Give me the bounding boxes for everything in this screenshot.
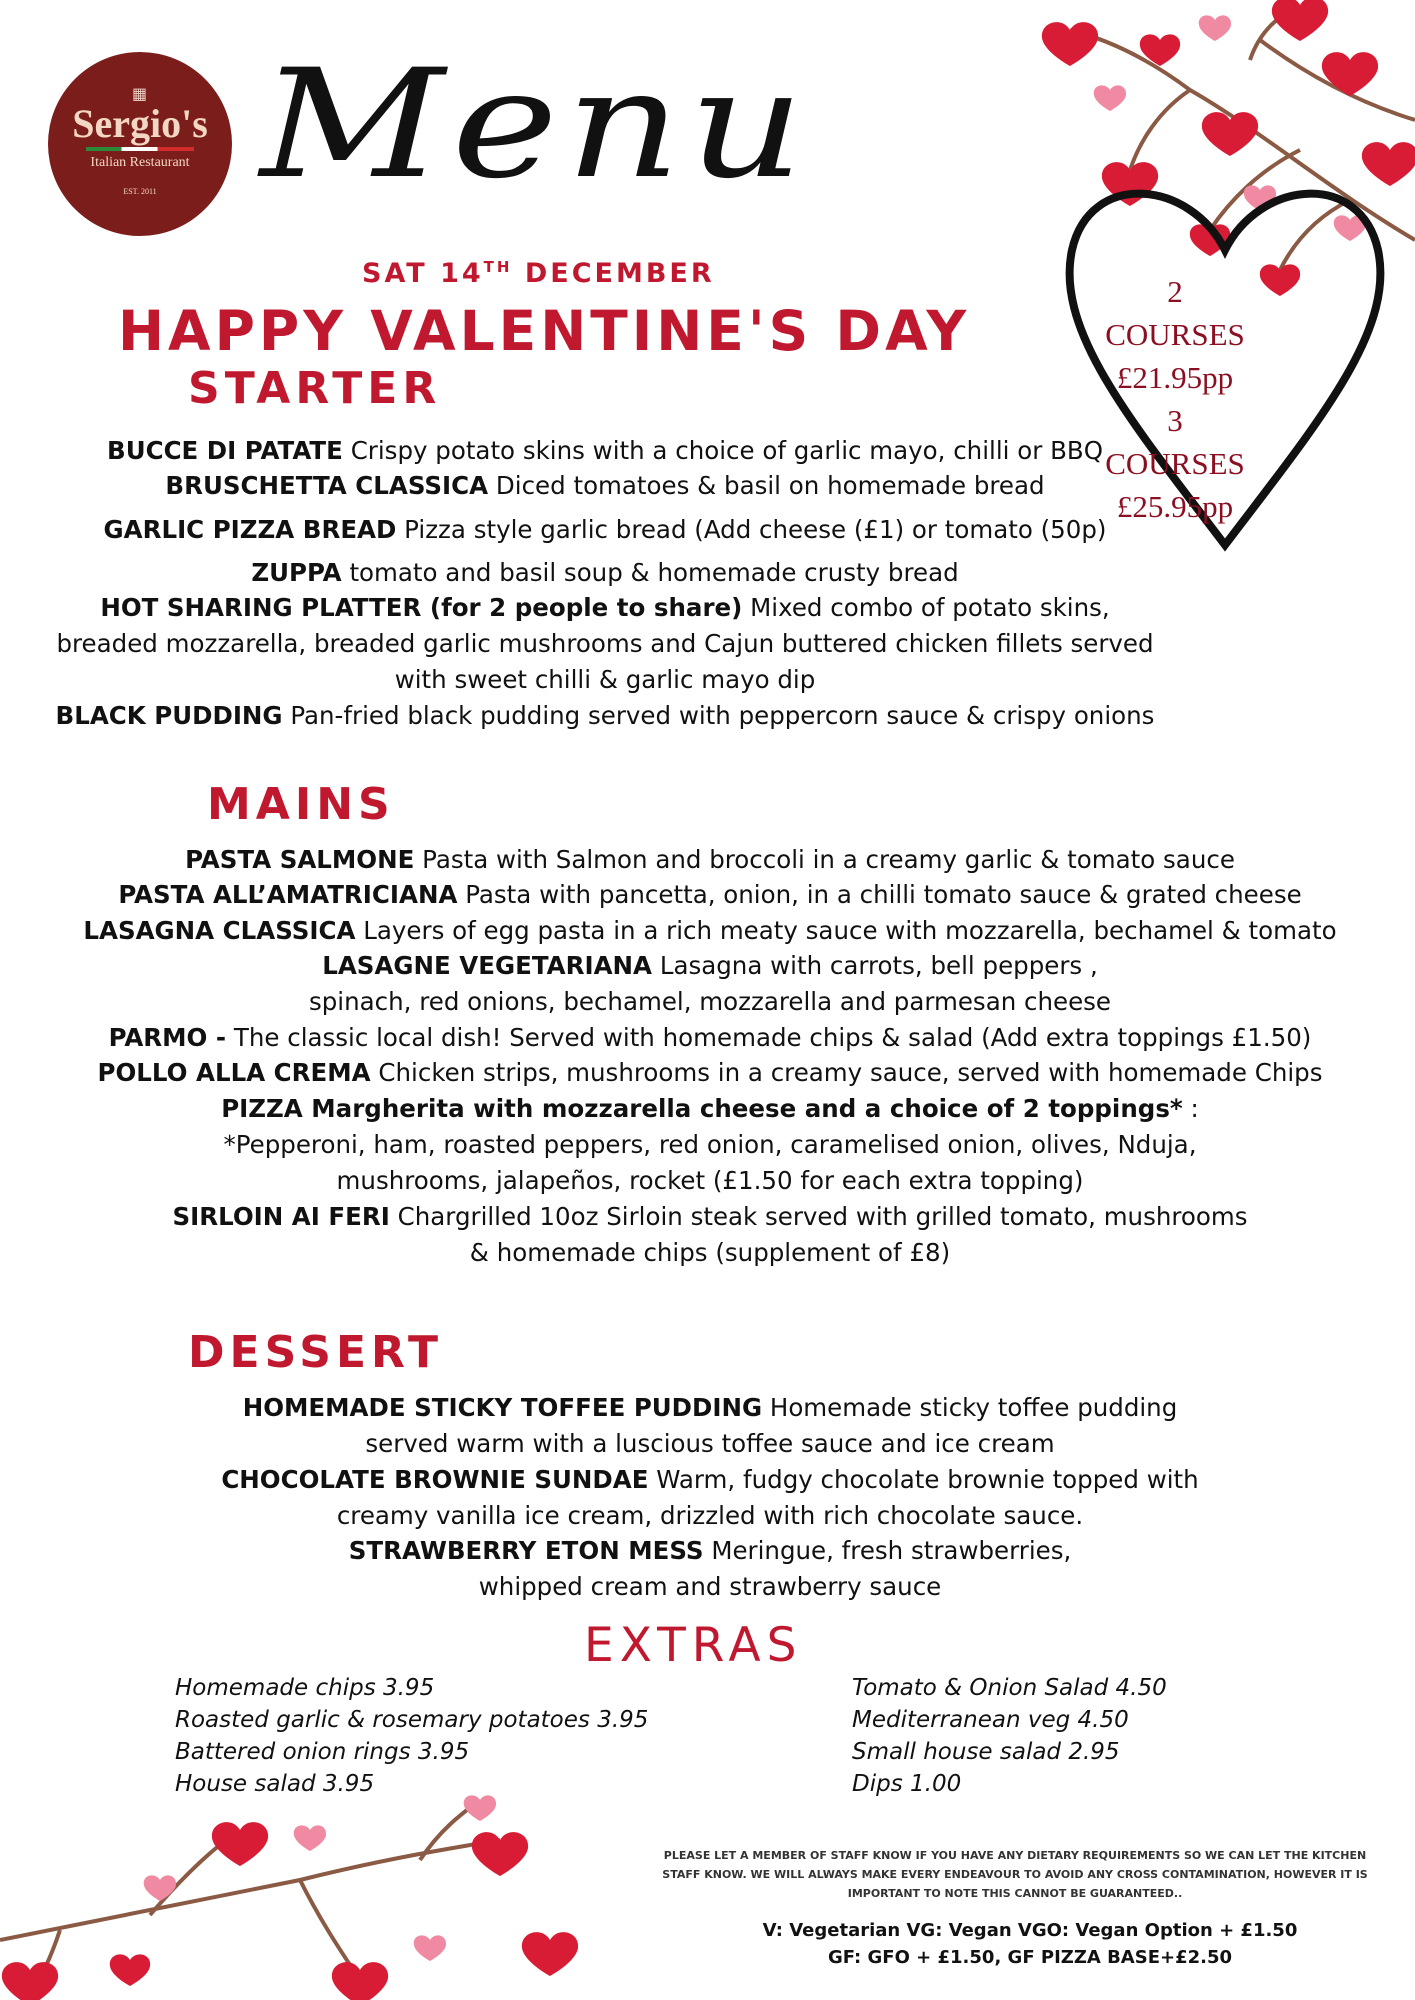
headline: HAPPY VALENTINE'S DAY bbox=[118, 299, 971, 363]
menu-item: CHOCOLATE BROWNIE SUNDAE Warm, fudgy chocolate brownie topped with creamy vanilla ice cream, drizzled with rich chocolate sauce. bbox=[221, 1465, 1199, 1530]
italian-flag-stripe bbox=[86, 147, 194, 151]
menu-item: POLLO ALLA CREMA Chicken strips, mushrooms in a creamy sauce, served with homemade Chips bbox=[97, 1058, 1323, 1087]
menu-item: BRUSCHETTA CLASSICA Diced tomatoes & basil on homemade bread bbox=[165, 471, 1045, 500]
menu-item: PASTA ALL’AMATRICIANA Pasta with pancetta, onion, in a chilli tomato sauce & grated cheese bbox=[118, 880, 1302, 909]
extra-item: Battered onion rings 3.95 bbox=[175, 1739, 470, 1765]
extra-item: Dips 1.00 bbox=[852, 1771, 962, 1797]
menu-title: Menu bbox=[260, 38, 812, 212]
extras-title: EXTRAS bbox=[584, 1618, 803, 1673]
dietary-notice: PLEASE LET A MEMBER OF STAFF KNOW IF YOU HAVE ANY DIETARY REQUIREMENTS SO WE CAN LET THE KITCHEN STAFF KNOW. WE WILL ALWAYS MAKE EVERY ENDEAVOUR TO AVOID ANY CROSS CONTAMINATION, HOWEVER IT IS IMPORTANT TO NOTE THIS CANNOT BE GUARANTEED.. bbox=[662, 1849, 1368, 1900]
menu-item: PARMO - The classic local dish! Served with homemade chips & salad (Add extra toppings £1.50) bbox=[108, 1023, 1312, 1052]
menu-item: PASTA SALMONE Pasta with Salmon and broccoli in a creamy garlic & tomato sauce bbox=[185, 845, 1235, 874]
menu-item: ZUPPA tomato and basil soup & homemade crusty bread bbox=[251, 558, 959, 587]
extra-item: House salad 3.95 bbox=[175, 1771, 375, 1797]
starter-title: STARTER bbox=[188, 363, 442, 414]
extra-item: Tomato & Onion Salad 4.50 bbox=[852, 1675, 1167, 1701]
extra-item: Homemade chips 3.95 bbox=[175, 1675, 435, 1701]
course-offer: 2 COURSES £21.95pp 3 COURSES £25.95pp bbox=[1105, 274, 1245, 524]
menu-item: BLACK PUDDING Pan-fried black pudding served with peppercorn sauce & crispy onions bbox=[55, 701, 1155, 730]
dietary-legend: V: Vegetarian VG: Vegan VGO: Vegan Option + £1.50 GF: GFO + £1.50, GF PIZZA BASE+£2.50 bbox=[762, 1920, 1298, 1968]
extras-right-list bbox=[852, 1672, 1167, 1800]
extras-left-list bbox=[175, 1672, 648, 1800]
grid-icon: ▦ bbox=[131, 84, 149, 103]
menu-item: STRAWBERRY ETON MESS Meringue, fresh strawberries, whipped cream and strawberry sauce bbox=[348, 1536, 1072, 1601]
extra-item: Small house salad 2.95 bbox=[852, 1739, 1120, 1765]
logo-established: EST. 2011 bbox=[123, 187, 157, 196]
menu-item: HOT SHARING PLATTER (for 2 people to share) Mixed combo of potato skins, breaded mozzarella, breaded garlic mushrooms and Cajun buttered chicken fillets served with sweet chilli & garlic mayo dip bbox=[56, 593, 1154, 694]
menu-item: SIRLOIN AI FERI Chargrilled 10oz Sirloin steak served with grilled tomato, mushrooms & homemade chips (supplement of £8) bbox=[172, 1202, 1248, 1267]
menu-item: LASAGNA CLASSICA Layers of egg pasta in a rich meaty sauce with mozzarella, bechamel & tomato bbox=[83, 916, 1337, 945]
menu-item: LASAGNE VEGETARIANA Lasagna with carrots, bell peppers , spinach, red onions, bechamel, mozzarella and parmesan cheese bbox=[308, 951, 1112, 1016]
restaurant-logo bbox=[48, 52, 232, 236]
mains-title: MAINS bbox=[207, 779, 395, 830]
menu-item: GARLIC PIZZA BREAD Pizza style garlic bread (Add cheese (£1) or tomato (50p) bbox=[103, 515, 1107, 544]
event-date: SAT 14TH DECEMBER bbox=[362, 258, 715, 289]
menu-item: HOMEMADE STICKY TOFFEE PUDDING Homemade sticky toffee pudding served warm with a luscious toffee sauce and ice cream bbox=[242, 1393, 1178, 1458]
heart-tree-bottom-decoration bbox=[0, 1790, 600, 2000]
extra-item: Roasted garlic & rosemary potatoes 3.95 bbox=[175, 1707, 649, 1733]
menu-item: BUCCE DI PATATE Crispy potato skins with a choice of garlic mayo, chilli or BBQ bbox=[107, 436, 1103, 465]
logo-name: Sergio's bbox=[72, 101, 208, 146]
logo-subtitle: Italian Restaurant bbox=[90, 155, 190, 170]
menu-item: PIZZA Margherita with mozzarella cheese and a choice of 2 toppings* : *Pepperoni, ham, roasted peppers, red onion, caramelised onion, olives, Nduja, mushrooms, jalapeños, rocket (£1.50 for each extra topping) bbox=[221, 1094, 1199, 1195]
dessert-title: DESSERT bbox=[188, 1327, 443, 1378]
extra-item: Mediterranean veg 4.50 bbox=[852, 1707, 1129, 1733]
